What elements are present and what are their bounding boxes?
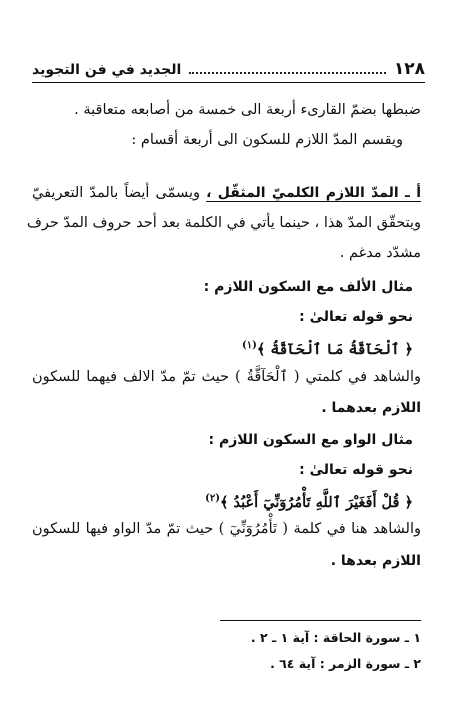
body-line-4: ويتحقّق المدّ هذا ، حينما يأتي في الكلمة بعد أحد حروف المدّ حرف — [26, 215, 421, 231]
body-line-10: اللازم بعدهما . — [321, 400, 421, 416]
book-title: الجديد في فن التجويد — [32, 62, 182, 78]
section-heading: أ ـ المدّ اللازم الكلميّ المثقّل ، — [206, 185, 421, 201]
page-number: ١٢٨ — [393, 59, 425, 79]
body-line-1: ضبطها بضمّ القارىء أربعة الى خمسة من أصابعه متعاقبة . — [74, 102, 421, 118]
footnote-2: ٢ ـ سورة الزمر : آية ٦٤ . — [270, 656, 421, 671]
body-line-15: اللازم بعدها . — [330, 553, 421, 569]
quran-verse-2 — [32, 489, 413, 513]
body-line-2: ويقسم المدّ اللازم للسكون الى أربعة أقسام : — [131, 132, 403, 148]
footnote-ref-1: (١) — [242, 340, 257, 351]
quote-intro-2: نحو قوله تعالىٰ : — [299, 462, 413, 478]
section-heading-line — [32, 183, 421, 203]
body-line-5: مشدّد مدغم . — [339, 245, 421, 261]
section-heading-rest: ويسمّى أيضاً بالمدّ التعريفيّ — [32, 185, 207, 201]
example-heading-waw: مثال الواو مع السكون اللازم : — [208, 432, 413, 448]
verse-text-1: ﴿ ٱلْحَآقَّةُ مَا ٱلْحَآقَّةُ ﴾ — [256, 340, 413, 358]
footnote-1: ١ ـ سورة الحاقة : آية ١ ـ ٢ . — [250, 630, 421, 645]
quote-intro-1: نحو قوله تعالىٰ : — [299, 309, 413, 325]
body-line-9: والشاهد في كلمتي ( ٱلْحَآقَّةُ ) حيث تمّ مدّ الالف فيهما للسكون — [32, 369, 421, 385]
quran-verse-1 — [32, 336, 413, 360]
footnote-separator — [220, 620, 421, 621]
verse-text-2: ﴿ قُلْ أَفَغَيْرَ ٱللَّهِ تَأْمُرُوٓنِّيٓ أَعْبُدُ ﴾ — [219, 493, 413, 511]
example-heading-alif: مثال الألف مع السكون اللازم : — [203, 279, 413, 295]
footnote-ref-2: (٢) — [205, 493, 220, 504]
running-header — [32, 56, 425, 83]
body-line-14: والشاهد هنا في كلمة ( تَأْمُرُوٓنِّيٓ ) حيث تمّ مدّ الواو فيها للسكون — [32, 521, 421, 537]
header-dot-leader — [189, 71, 386, 74]
